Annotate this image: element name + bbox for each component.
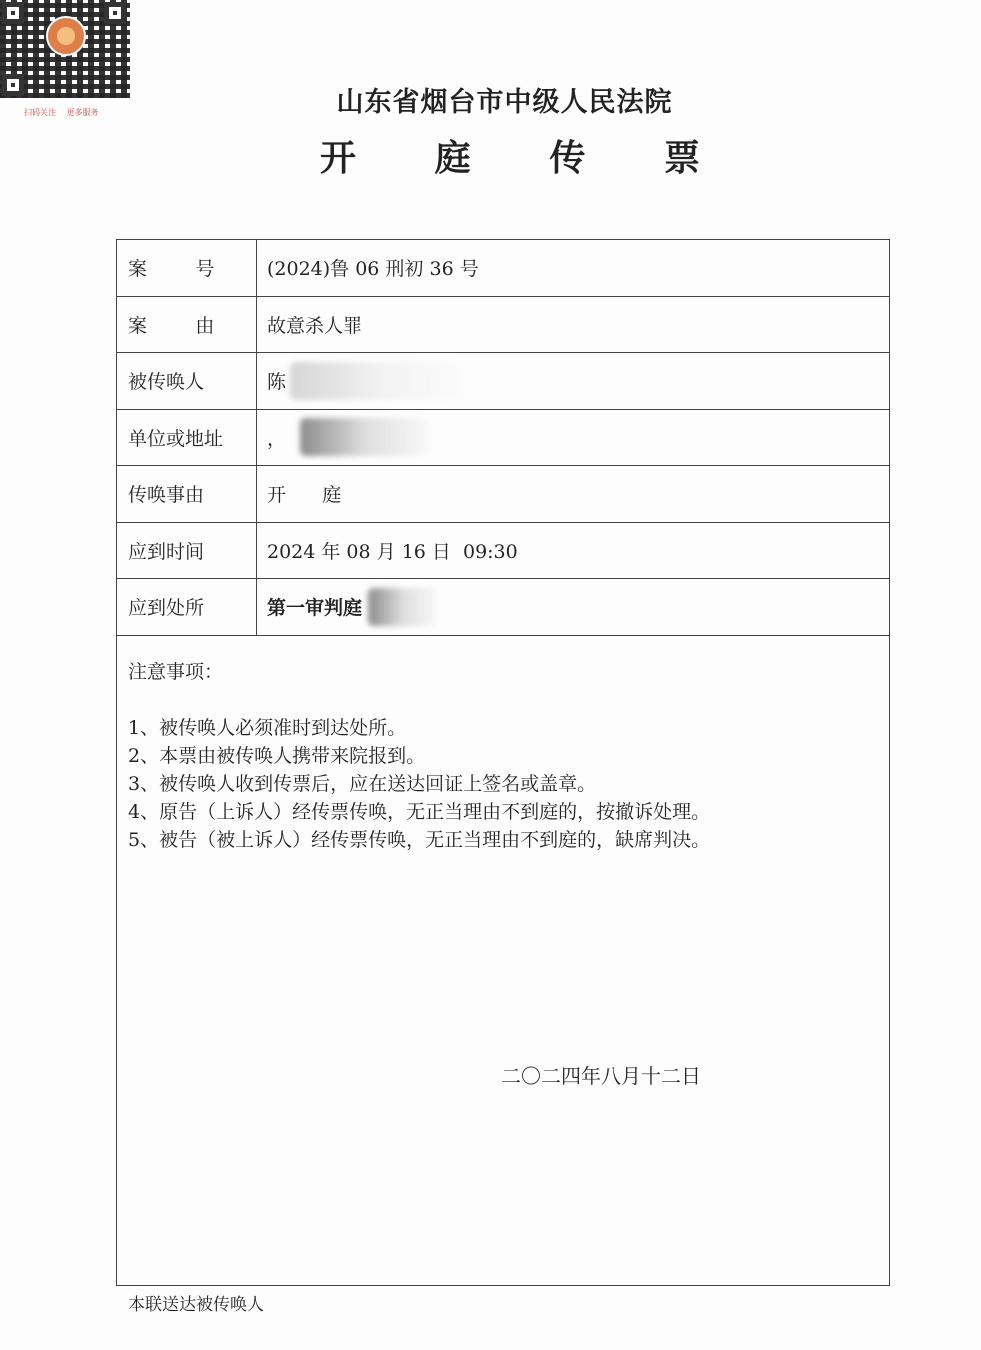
- row-label: 单位或地址: [117, 410, 257, 466]
- row-case-number: [117, 240, 889, 297]
- qr-caption-more: 更多服务: [66, 108, 99, 117]
- row-appearance-place: [117, 579, 889, 636]
- court-name: 山东省烟台市中级人民法院: [336, 87, 673, 118]
- row-value: ，: [267, 427, 287, 450]
- issue-date: 二〇二四年八月十二日: [501, 1064, 701, 1088]
- note-item: 1、被传唤人必须准时到达处所。: [128, 716, 407, 739]
- notes-section: [117, 636, 889, 854]
- redaction-blur: [368, 588, 438, 626]
- title-char: 开: [320, 137, 357, 179]
- copy-note: 本联送达被传唤人: [128, 1295, 264, 1315]
- note-item: 2、本票由被传唤人携带来院报到。: [128, 744, 426, 767]
- qr-caption-scan: 扫码关注: [24, 108, 56, 117]
- row-label: 被传唤人: [117, 353, 257, 409]
- row-value: 第一审判庭: [267, 597, 363, 620]
- row-case-cause: [117, 297, 889, 354]
- row-appearance-time: [117, 523, 889, 580]
- row-summoned-person: [117, 353, 889, 410]
- title-char: 传: [549, 137, 586, 179]
- row-label: 应到处所: [117, 579, 257, 635]
- row-value: (2024)鲁 06 刑初 36 号: [267, 258, 479, 281]
- redaction-blur: [300, 418, 430, 456]
- row-label: 应到时间: [117, 523, 257, 579]
- row-value-wrap: [257, 579, 889, 635]
- court-emblem-icon: [46, 16, 86, 56]
- row-label: 案 号: [117, 240, 257, 296]
- row-value: 开 庭: [267, 484, 342, 507]
- row-label: 传唤事由: [117, 466, 257, 522]
- qr-finder-top-left: [2, 2, 24, 24]
- row-label: 案 由: [117, 297, 257, 353]
- summons-form: [116, 239, 890, 1286]
- title-char: 票: [663, 137, 700, 179]
- row-value: 2024 年 08 月 16 日 09:30: [267, 540, 518, 563]
- row-value: 陈: [267, 371, 287, 394]
- note-item: 5、被告（被上诉人）经传票传唤，无正当理由不到庭的，缺席判决。: [128, 828, 711, 851]
- note-item: 4、原告（上诉人）经传票传唤，无正当理由不到庭的，按撤诉处理。: [128, 800, 711, 823]
- redaction-blur: [290, 362, 470, 400]
- notes-heading: 注意事项：: [128, 660, 224, 683]
- row-address: [117, 410, 889, 467]
- row-value-wrap: [257, 353, 889, 409]
- note-item: 3、被传唤人收到传票后，应在送达回证上签名或盖章。: [128, 772, 597, 795]
- title-char: 庭: [434, 137, 471, 179]
- document-title: [320, 130, 700, 181]
- row-value-wrap: [257, 410, 889, 466]
- row-value: 故意杀人罪: [267, 314, 363, 337]
- qr-finder-top-right: [104, 2, 126, 24]
- row-summons-reason: [117, 466, 889, 523]
